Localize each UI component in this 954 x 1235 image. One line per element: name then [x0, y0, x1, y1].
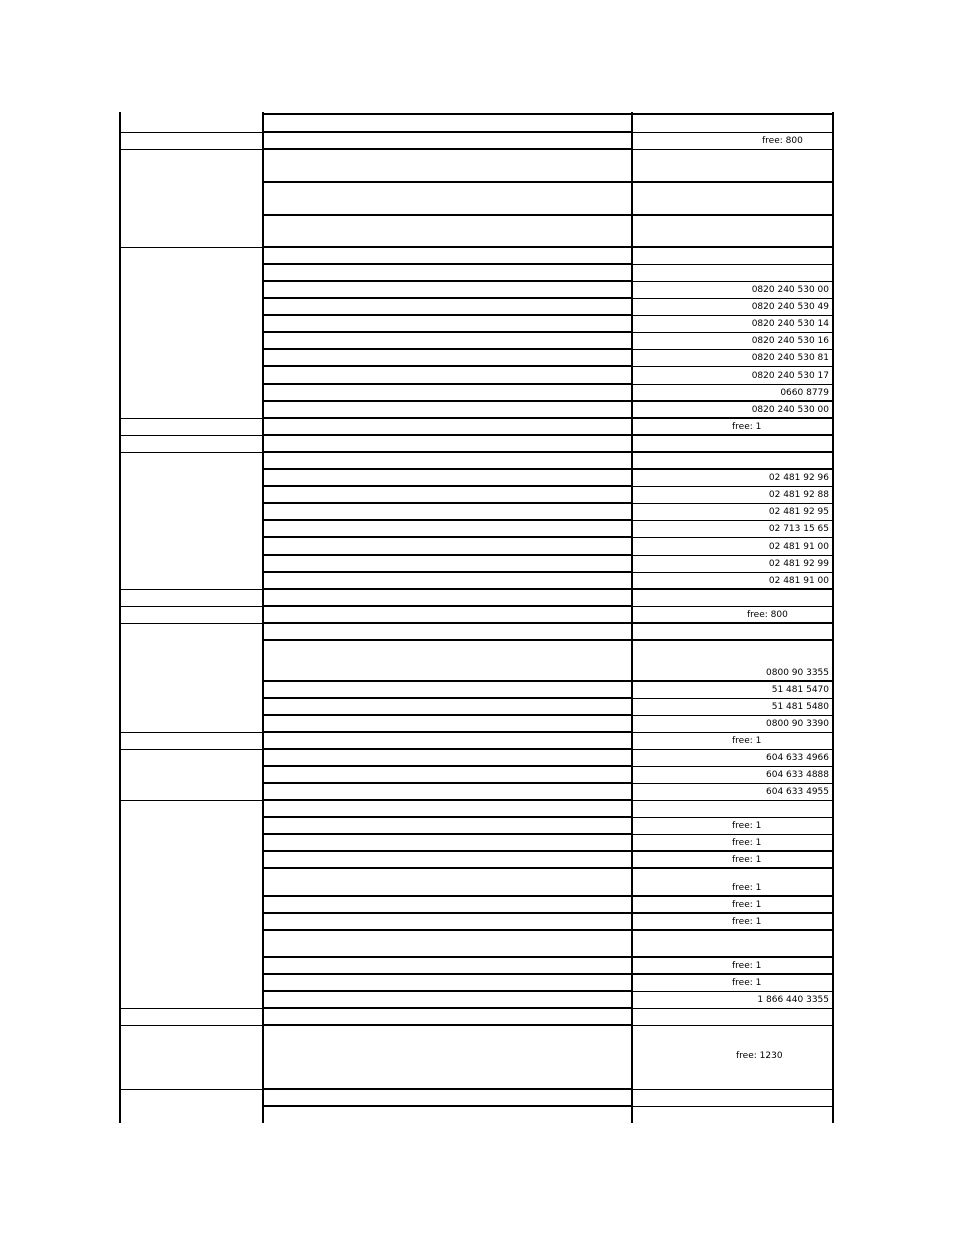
row-border-col3	[632, 246, 833, 248]
phone-number-cell: 02 481 92 96	[768, 473, 829, 483]
phone-number-cell: free: 1	[732, 883, 762, 893]
row-border-col3	[632, 366, 833, 367]
row-border-col2	[263, 605, 632, 607]
row-border-col2	[263, 622, 632, 624]
row-border-col3	[632, 384, 833, 385]
row-border-col3	[632, 912, 833, 914]
row-border-col2	[263, 502, 632, 504]
phone-number-cell: 604 633 4955	[766, 787, 829, 797]
row-border-col3	[632, 1025, 833, 1026]
row-border-col3	[632, 680, 833, 682]
row-border-col2	[263, 181, 632, 183]
row-border-col3	[632, 698, 833, 699]
phone-number-cell: 0820 240 530 49	[751, 302, 829, 312]
row-border-col1	[120, 1025, 263, 1026]
row-border-col3	[632, 149, 833, 150]
row-border-col2	[263, 554, 632, 556]
row-border-col2	[263, 850, 632, 852]
row-border-col2	[263, 588, 632, 590]
phone-number-cell: 0800 90 3355	[766, 668, 829, 678]
phone-number-cell: 02 481 92 99	[768, 559, 829, 569]
phone-number-cell: free: 1	[732, 821, 762, 831]
row-border-col1	[120, 606, 263, 607]
row-border-col1	[120, 132, 263, 133]
row-border-col2	[263, 1007, 632, 1009]
row-border-col2	[263, 1024, 632, 1026]
row-border-col3	[632, 766, 833, 767]
row-border-col2	[263, 468, 632, 470]
row-border-col3	[632, 417, 833, 419]
row-border-col3	[632, 264, 833, 265]
row-border-col3	[632, 991, 833, 992]
row-border-col1	[120, 247, 263, 248]
phone-number-cell: free: 1	[732, 961, 762, 971]
row-border-col3	[632, 451, 833, 453]
row-border-col2	[263, 639, 632, 641]
row-border-col2	[263, 280, 632, 282]
row-border-col2	[263, 148, 632, 150]
row-border-col3	[632, 555, 833, 556]
row-border-col2	[263, 536, 632, 538]
row-border-col2	[263, 451, 632, 453]
table-top-border	[263, 113, 632, 115]
row-border-col3	[632, 281, 833, 282]
row-border-col2	[263, 1088, 632, 1090]
phone-number-cell: free: 800	[762, 136, 803, 146]
row-border-col3	[632, 434, 833, 436]
row-border-col3	[632, 181, 833, 183]
row-border-col2	[263, 816, 632, 818]
row-border-col3	[632, 214, 833, 216]
row-border-col2	[263, 365, 632, 367]
row-border-col2	[263, 297, 632, 299]
row-border-col2	[263, 867, 632, 869]
row-border-col1	[120, 435, 263, 436]
row-border-col3	[632, 537, 833, 538]
phone-number-cell: free: 1	[732, 422, 762, 432]
row-border-col3	[632, 622, 833, 624]
row-border-col3	[632, 732, 833, 733]
row-border-col2	[263, 263, 632, 265]
row-border-col2	[263, 748, 632, 750]
row-border-col2	[263, 383, 632, 385]
row-border-col3	[632, 800, 833, 801]
row-border-col2	[263, 895, 632, 897]
row-border-col2	[263, 348, 632, 350]
row-border-col3	[632, 132, 833, 133]
row-border-col3	[632, 468, 833, 470]
row-border-col2	[263, 973, 632, 975]
phone-number-cell: free: 1	[732, 917, 762, 927]
phone-number-cell: 604 633 4966	[766, 753, 829, 763]
row-border-col2	[263, 417, 632, 419]
phone-number-cell: free: 1	[732, 838, 762, 848]
phone-number-cell: 0820 240 530 17	[751, 371, 829, 381]
phone-number-cell: 604 633 4888	[766, 770, 829, 780]
row-border-col2	[263, 799, 632, 801]
row-border-col3	[632, 400, 833, 402]
phone-number-cell: 1 866 440 3355	[757, 995, 829, 1005]
row-border-col3	[632, 1008, 833, 1009]
row-border-col1	[120, 1089, 263, 1090]
phone-number-cell: 0820 240 530 00	[751, 405, 829, 415]
row-border-col2	[263, 246, 632, 248]
phone-number-cell: free: 1	[732, 900, 762, 910]
phone-number-cell: 0820 240 530 00	[751, 285, 829, 295]
row-border-col2	[263, 1105, 632, 1107]
row-border-col3	[632, 749, 833, 750]
row-border-col3	[632, 572, 833, 573]
phone-number-cell: 51 481 5480	[771, 702, 829, 712]
row-border-col1	[120, 418, 263, 419]
phone-number-cell: 0820 240 530 81	[751, 353, 829, 363]
row-border-col1	[120, 800, 263, 801]
row-border-col3	[632, 929, 833, 931]
row-border-col2	[263, 990, 632, 992]
row-border-col3	[632, 867, 833, 869]
row-border-col2	[263, 929, 632, 931]
row-border-col3	[632, 520, 833, 521]
row-border-col3	[632, 834, 833, 835]
row-border-col2	[263, 400, 632, 402]
row-border-col1	[120, 749, 263, 750]
row-border-col2	[263, 314, 632, 316]
row-border-col3	[632, 715, 833, 716]
row-border-col2	[263, 214, 632, 216]
row-border-col3	[632, 298, 833, 299]
row-border-col2	[263, 782, 632, 784]
row-border-col3	[632, 349, 833, 350]
phone-number-cell: free: 1	[732, 855, 762, 865]
table-top-border	[632, 113, 833, 115]
row-border-col3	[632, 895, 833, 897]
row-border-col3	[632, 1106, 833, 1107]
row-border-col2	[263, 331, 632, 333]
row-border-col3	[632, 1089, 833, 1090]
table-border-left	[119, 112, 121, 1123]
row-border-col3	[632, 503, 833, 504]
row-border-col1	[120, 589, 263, 590]
phone-number-cell: 0820 240 530 14	[751, 319, 829, 329]
row-border-col2	[263, 485, 632, 487]
phone-number-cell: 02 481 91 00	[768, 576, 829, 586]
row-border-col3	[632, 315, 833, 316]
phone-number-cell: free: 1	[732, 736, 762, 746]
row-border-col3	[632, 973, 833, 975]
row-border-col2	[263, 131, 632, 133]
row-border-col3	[632, 606, 833, 607]
row-border-col1	[120, 452, 263, 453]
row-border-col3	[632, 639, 833, 641]
phone-number-cell: 02 481 92 95	[768, 507, 829, 517]
row-border-col1	[120, 149, 263, 150]
row-border-col3	[632, 850, 833, 852]
row-border-col1	[120, 623, 263, 624]
phone-number-cell: 51 481 5470	[771, 685, 829, 695]
row-border-col2	[263, 912, 632, 914]
row-border-col2	[263, 680, 632, 682]
phone-number-cell: free: 800	[747, 610, 788, 620]
row-border-col3	[632, 332, 833, 333]
row-border-col1	[120, 732, 263, 733]
row-border-col2	[263, 714, 632, 716]
row-border-col3	[632, 956, 833, 958]
phone-number-cell: 0660 8779	[780, 388, 829, 398]
phone-number-cell: free: 1230	[736, 1051, 783, 1061]
row-border-col2	[263, 571, 632, 573]
row-border-col1	[120, 1008, 263, 1009]
row-border-col3	[632, 486, 833, 487]
phone-number-cell: 0820 240 530 16	[751, 336, 829, 346]
row-border-col3	[632, 783, 833, 784]
row-border-col2	[263, 731, 632, 733]
phone-number-cell: 02 713 15 65	[768, 524, 829, 534]
row-border-col2	[263, 833, 632, 835]
phone-number-cell: free: 1	[732, 978, 762, 988]
phone-number-cell: 0800 90 3390	[766, 719, 829, 729]
row-border-col3	[632, 588, 833, 590]
row-border-col2	[263, 519, 632, 521]
phone-number-cell: 02 481 91 00	[768, 542, 829, 552]
row-border-col2	[263, 434, 632, 436]
row-border-col2	[263, 697, 632, 699]
row-border-col2	[263, 956, 632, 958]
phone-number-cell: 02 481 92 88	[768, 490, 829, 500]
row-border-col2	[263, 765, 632, 767]
row-border-col3	[632, 817, 833, 818]
